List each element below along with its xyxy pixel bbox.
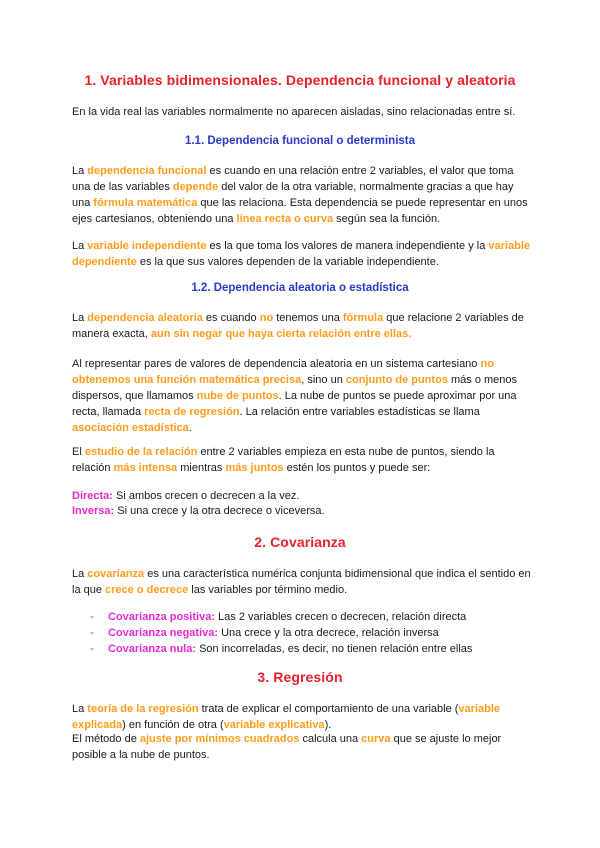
paragraph-nube-de-puntos: Al representar pares de valores de dependencia aleatoria en un sistema cartesiano no obtenemos una función matemática precisa, sino un conjunto de puntos más o menos dispersos, que llamamos nube de puntos. La nube de puntos se puede aproximar por una recta, llamada recta de regresión. La relación entre variables estadísticas se llama asociación estadística. xyxy=(72,358,518,434)
paragraph-dependencia-funcional: La dependencia funcional es cuando en una relación entre 2 variables, el valor que toma una de las variables depende del valor de la otra variable, normalmente gracias a que hay una fórmula matemática que las relaciona. Esta dependencia se puede representar en unos ejes cartesianos, obteniendo una línea recta o curva según sea la función. xyxy=(72,165,528,225)
section-2-title: 2. Covarianza xyxy=(254,534,346,550)
paragraph-estudio-relacion: El estudio de la relación entre 2 variables empieza en esta nube de puntos, siendo la relación más intensa mientras más juntos estén los puntos y puede ser: xyxy=(72,446,495,474)
paragraph-dependencia-aleatoria: La dependencia aleatoria es cuando no tenemos una fórmula que relacione 2 variables de manera exacta, aun sin negar que haya cierta relación entre ellas. xyxy=(72,312,524,340)
paragraph-minimos-cuadrados: El método de ajuste por mínimos cuadrados calcula una curva que se ajuste lo mejor posible a la nube de puntos. xyxy=(72,733,502,761)
covarianza-list xyxy=(90,609,530,657)
section-3-title: 3. Regresión xyxy=(257,669,343,685)
paragraph-regresion: La teoría de la regresión trata de explicar el comportamiento de una variable (variable explicada) en función de otra (variable explicativa). xyxy=(72,703,501,731)
list-item: - Covarianza nula: Son incorreladas, es decir, no tienen relación entre ellas xyxy=(90,643,473,655)
relation-directa: Directa: Si ambos crecen o decrecen a la vez. xyxy=(72,490,300,502)
paragraph-covarianza: La covarianza es una característica numérica conjunta bidimensional que indica el sentido en la que crece o decrece las variables por término medio. xyxy=(72,568,531,596)
paragraph-variables: La variable independiente es la que toma los valores de manera independiente y la variable dependiente es la que sus valores dependen de la variable independiente. xyxy=(72,240,530,268)
list-item: - Covarianza negativa: Una crece y la otra decrece, relación inversa xyxy=(90,627,439,639)
section-1-title: 1. Variables bidimensionales. Dependencia funcional y aleatoria xyxy=(84,72,516,88)
subsection-1-1-title: 1.1. Dependencia funcional o determinista xyxy=(184,135,416,147)
relation-inversa: Inversa: Si una crece y la otra decrece o viceversa. xyxy=(72,505,325,517)
list-item: - Covarianza positiva: Las 2 variables crecen o decrecen, relación directa xyxy=(90,611,467,623)
section-1-intro: En la vida real las variables normalmente no aparecen aisladas, sino relacionadas entre sí. xyxy=(72,106,516,118)
subsection-1-2-title: 1.2. Dependencia aleatoria o estadística xyxy=(191,282,409,294)
